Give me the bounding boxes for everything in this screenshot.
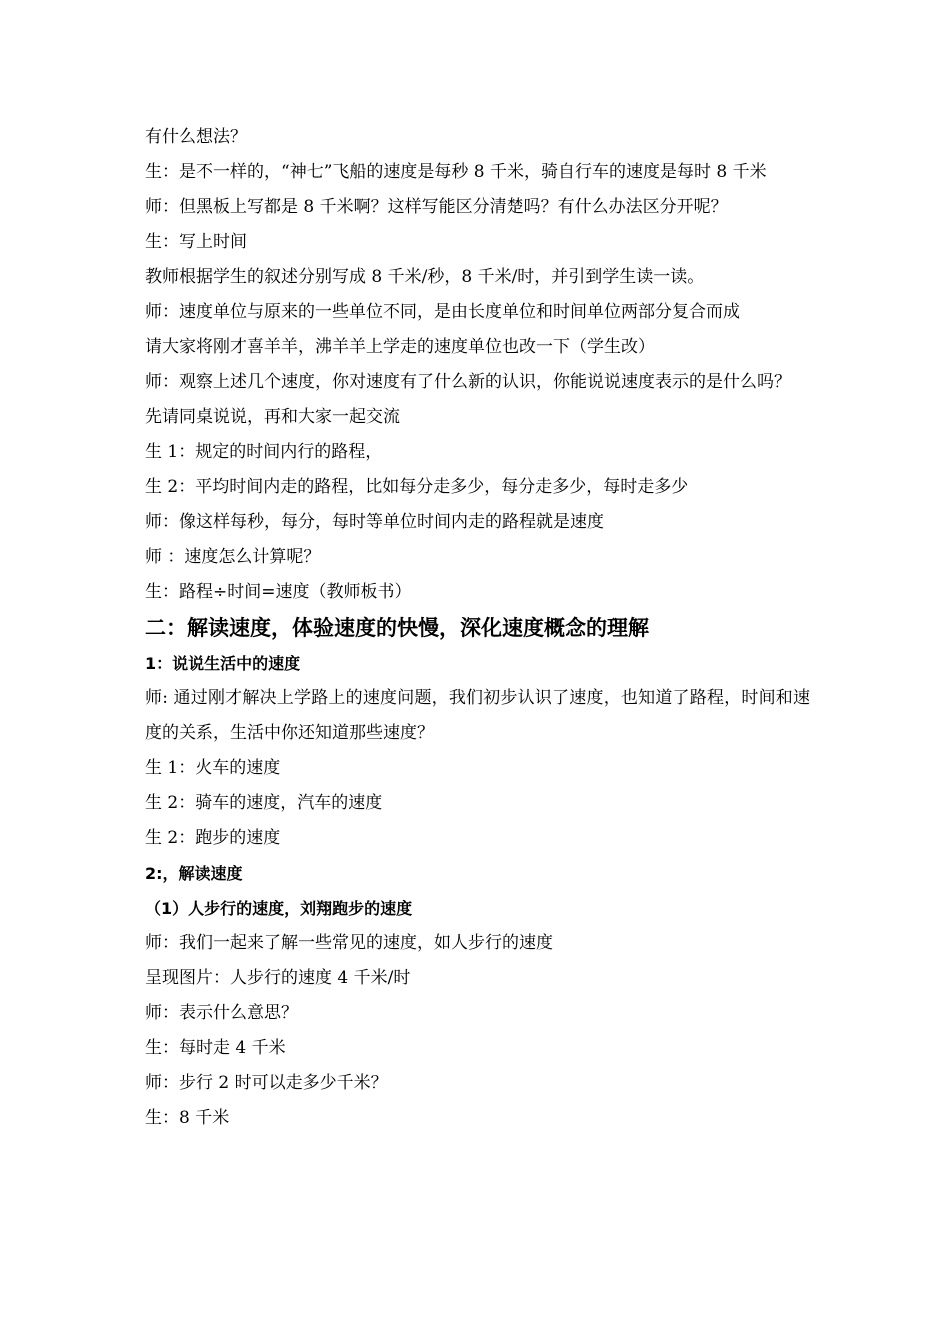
paragraph-line: 生 1：火车的速度 xyxy=(145,758,281,778)
paragraph-line: 生：是不一样的，“神七”飞船的速度是每秒 8 千米，骑自行车的速度是每时 8 千米 xyxy=(145,162,767,182)
paragraph-line: 生 2：平均时间内走的路程，比如每分走多少，每分走多少，每时走多少 xyxy=(145,477,689,497)
subsection-heading: 1：说说生活中的速度 xyxy=(145,654,301,673)
subsection-heading: 2:，解读速度 xyxy=(145,864,243,883)
paragraph-line: 生 2：跑步的速度 xyxy=(145,828,281,848)
paragraph-line: 呈现图片：人步行的速度 4 千米/时 xyxy=(145,968,411,988)
paragraph-line: 有什么想法？ xyxy=(145,127,247,147)
paragraph-line: 生 1：规定的时间内行的路程， xyxy=(145,442,383,462)
paragraph-line: 请大家将刚才喜羊羊，沸羊羊上学走的速度单位也改一下（学生改） xyxy=(145,337,655,357)
paragraph-line: 师：表示什么意思？ xyxy=(145,1003,298,1023)
paragraph-line: 教师根据学生的叙述分别写成 8 千米/秒，8 千米/时，并引到学生读一读。 xyxy=(145,267,705,287)
paragraph-line: 生：8 千米 xyxy=(145,1108,230,1128)
paragraph-line: 师 ：速度怎么计算呢？ xyxy=(145,547,321,567)
paragraph-line: 生：写上时间 xyxy=(145,232,247,252)
paragraph-line: 师: 通过刚才解决上学路上的速度问题，我们初步认识了速度，也知道了路程，时间和速度的关系，生活中你还知道那些速度？ xyxy=(145,688,810,743)
document-body xyxy=(145,120,810,1136)
paragraph-line: 先请同桌说说，再和大家一起交流 xyxy=(145,407,400,427)
paragraph-line: 师：我们一起来了解一些常见的速度，如人步行的速度 xyxy=(145,933,553,953)
subsection-heading: （1）人步行的速度，刘翔跑步的速度 xyxy=(145,899,413,918)
paragraph-line: 生：路程÷时间=速度（教师板书） xyxy=(145,582,412,602)
paragraph-line: 师：但黑板上写都是 8 千米啊？这样写能区分清楚吗？有什么办法区分开呢？ xyxy=(145,197,728,217)
paragraph-line: 师：速度单位与原来的一些单位不同，是由长度单位和时间单位两部分复合而成 xyxy=(145,302,740,322)
section-heading: 二：解读速度，体验速度的快慢，深化速度概念的理解 xyxy=(145,616,649,640)
paragraph-line: 生：每时走 4 千米 xyxy=(145,1038,286,1058)
paragraph-line: 师：像这样每秒，每分，每时等单位时间内走的路程就是速度 xyxy=(145,512,604,532)
paragraph-line: 生 2：骑车的速度，汽车的速度 xyxy=(145,793,383,813)
paragraph-line: 师：步行 2 时可以走多少千米？ xyxy=(145,1073,388,1093)
paragraph-line: 师：观察上述几个速度，你对速度有了什么新的认识，你能说说速度表示的是什么吗？ xyxy=(145,372,791,392)
